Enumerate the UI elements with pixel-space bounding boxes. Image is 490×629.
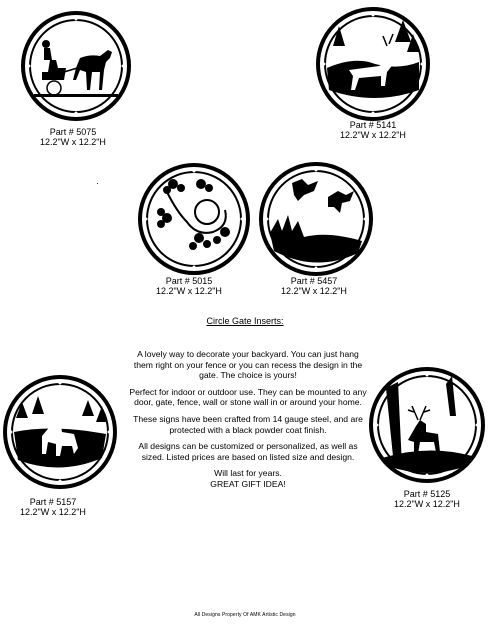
part-number: Part # 5157 (29, 497, 77, 507)
part-5015-caption (156, 276, 222, 296)
part-number: Part # 5075 (49, 127, 97, 137)
description-paragraph: GREAT GIFT IDEA! (210, 478, 286, 489)
part-number: Part # 5457 (290, 276, 338, 286)
plate-5075-image (20, 10, 132, 122)
part-size: 12.2"W x 12.2"H (20, 507, 86, 517)
plate-5457-image (258, 161, 374, 277)
product-description (128, 349, 368, 496)
description-paragraph: Will last for years. (214, 468, 282, 479)
plate-5125-image (368, 366, 486, 484)
part-size: 12.2"W x 12.2"H (281, 286, 347, 296)
plate-5141-image (315, 6, 431, 122)
copyright-footer: All Designs Property Of AMK Artistic Design (194, 612, 296, 618)
part-5141-caption (340, 120, 406, 140)
part-number: Part # 5125 (403, 489, 451, 499)
part-size: 12.2"W x 12.2"H (340, 130, 406, 140)
stray-dot (97, 183, 98, 184)
part-size: 12.2"W x 12.2"H (394, 499, 460, 509)
part-5075-caption (40, 127, 106, 147)
part-size: 12.2"W x 12.2"H (156, 286, 222, 296)
part-5457-caption (281, 276, 347, 296)
description-paragraph: Perfect for indoor or outdoor use. They can be mounted to any door, gate, fence, wall or stone wall in or around your home. (129, 386, 367, 408)
part-number: Part # 5141 (349, 120, 397, 130)
description-paragraph: These signs have been crafted from 14 gauge steel, and are protected with a black powder coat finish. (133, 413, 363, 435)
description-paragraph: All designs can be customized or personalized, as well as sized. Listed prices are based on listed size and design. (138, 441, 358, 462)
part-5125-caption (394, 489, 460, 509)
description-paragraph: A lovely way to decorate your backyard. You can just hang them right on your fence or you can recess the design in the gate. The choice is yours! (133, 349, 363, 381)
part-5157-caption (20, 497, 86, 517)
part-number: Part # 5015 (165, 276, 213, 286)
plate-5157-image (2, 374, 118, 490)
part-size: 12.2"W x 12.2"H (40, 137, 106, 147)
section-heading: Circle Gate Inserts: (206, 316, 284, 326)
plate-5015-image (137, 162, 251, 276)
